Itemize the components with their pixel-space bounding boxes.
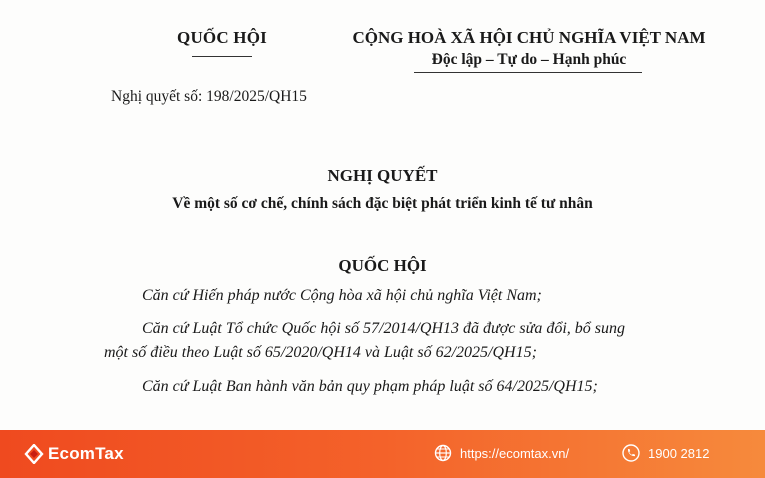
document-title: NGHỊ QUYẾT bbox=[327, 166, 438, 185]
legal-basis-line: một số điều theo Luật số 65/2020/QH14 và Luật số 62/2025/QH15; bbox=[104, 344, 537, 361]
phone-icon bbox=[622, 444, 640, 462]
resolution-number: Nghị quyết số: 198/2025/QH15 bbox=[111, 88, 307, 105]
footer-bar bbox=[0, 430, 765, 478]
globe-icon bbox=[434, 444, 452, 462]
website-url: https://ecomtax.vn/ bbox=[460, 445, 570, 461]
hotline-link[interactable] bbox=[622, 444, 709, 462]
national-title: CỘNG HOÀ XÃ HỘI CHỦ NGHĨA VIỆT NAM bbox=[352, 28, 706, 47]
legal-basis-line: Căn cứ Hiến pháp nước Cộng hòa xã hội chủ nghĩa Việt Nam; bbox=[142, 287, 542, 304]
body-heading: QUỐC HỘI bbox=[338, 256, 427, 275]
brand-name: EcomTax bbox=[48, 444, 124, 463]
national-motto: Độc lập – Tự do – Hạnh phúc bbox=[431, 51, 627, 68]
motto-underline bbox=[414, 72, 642, 73]
brand-logo[interactable] bbox=[24, 443, 124, 465]
issuer-title: QUỐC HỘI bbox=[177, 28, 267, 47]
legal-basis-line: Căn cứ Luật Tổ chức Quốc hội số 57/2014/QH13 đã được sửa đổi, bổ sung bbox=[142, 320, 625, 337]
ecomtax-logo-icon bbox=[24, 444, 44, 464]
legal-basis-line: Căn cứ Luật Ban hành văn bản quy phạm pháp luật số 64/2025/QH15; bbox=[142, 378, 598, 395]
document-subtitle: Về một số cơ chế, chính sách đặc biệt phát triển kinh tế tư nhân bbox=[172, 195, 593, 212]
hotline-number: 1900 2812 bbox=[648, 445, 710, 461]
issuer-underline bbox=[192, 56, 252, 57]
website-link[interactable] bbox=[434, 444, 569, 462]
